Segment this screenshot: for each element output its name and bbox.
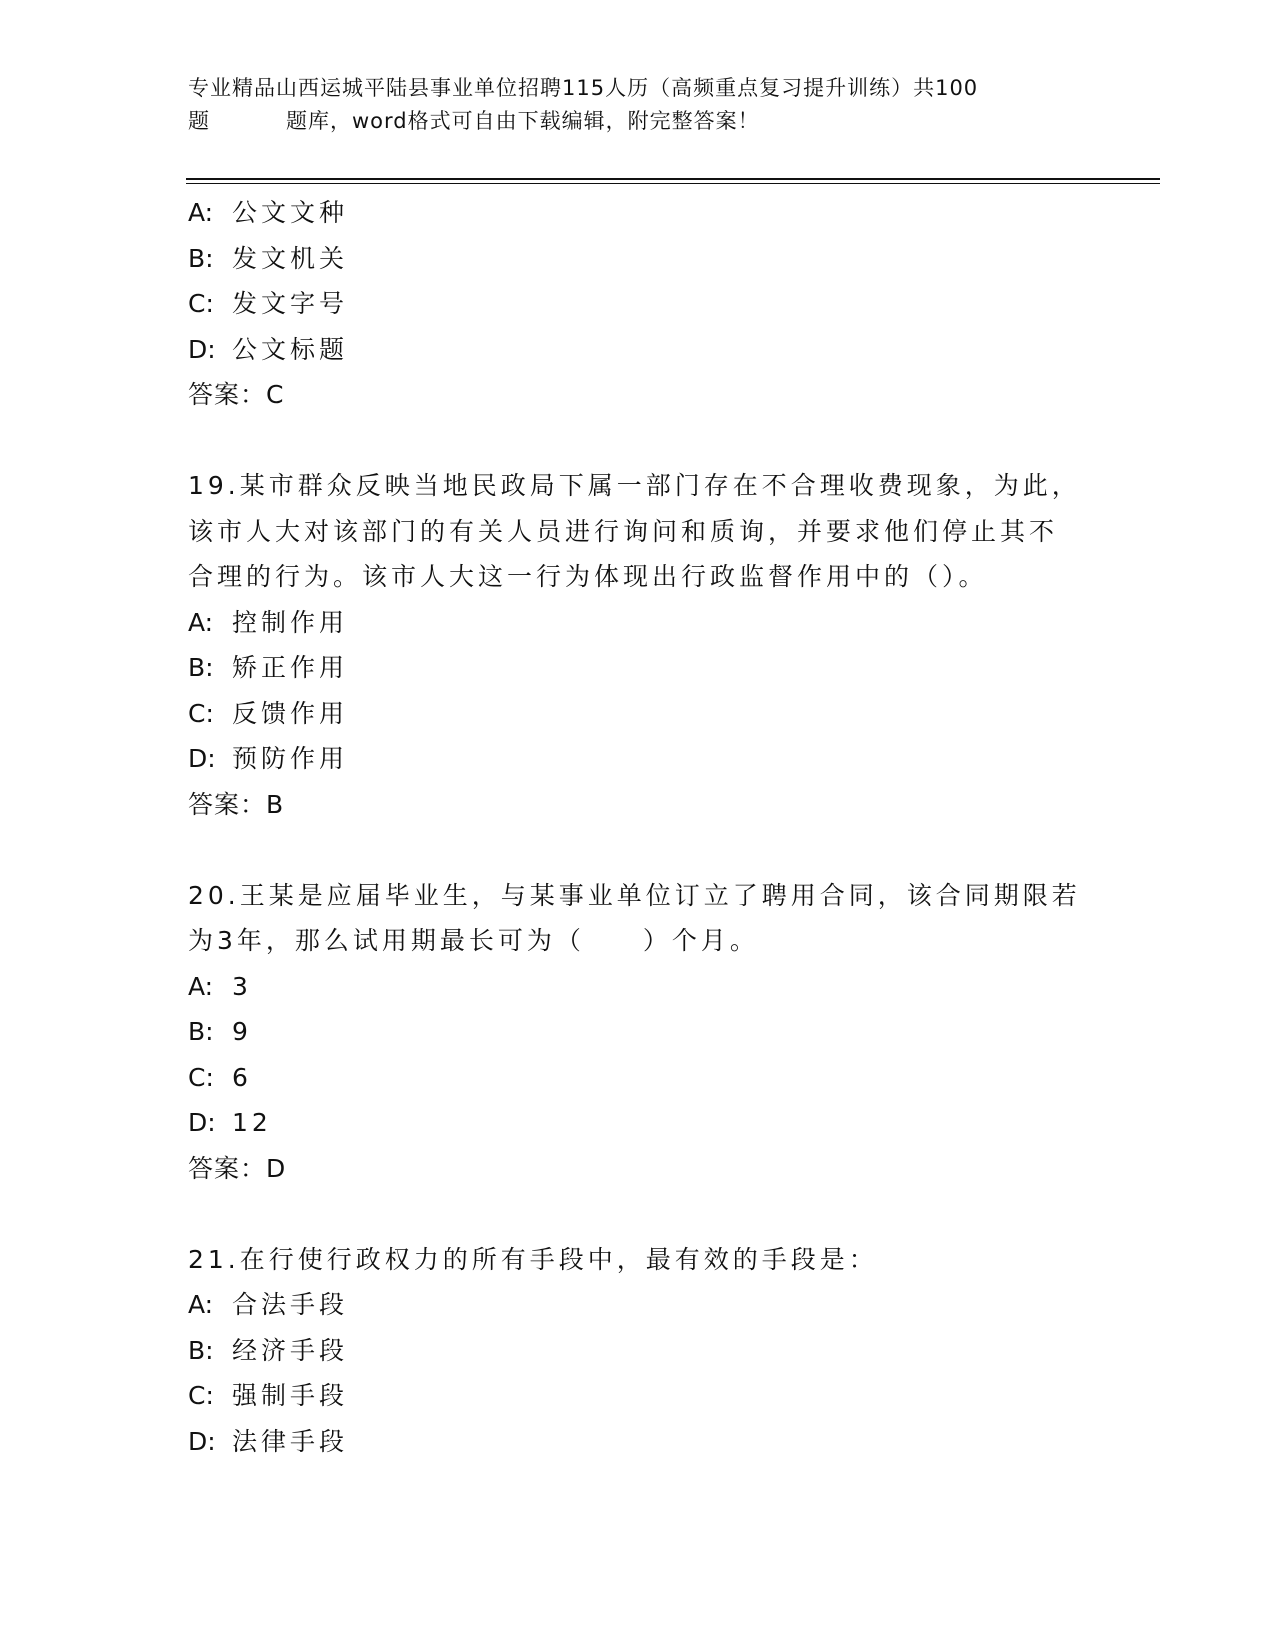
option-key: C: — [188, 1381, 214, 1410]
option-c — [188, 1055, 1088, 1101]
option-key: B: — [188, 653, 214, 682]
option-text: 6 — [232, 1062, 252, 1092]
question-text-line: 该市人大对该部门的有关人员进行询问和质询，并要求他们停止其不 — [188, 516, 1059, 546]
option-key: A: — [188, 607, 214, 637]
option-key: B: — [188, 1017, 214, 1046]
option-text: 法律手段 — [232, 1426, 349, 1456]
header-title-line1: 专业精品山西运城平陆县事业单位招聘115人历（高频重点复习提升训练）共100 — [188, 76, 979, 100]
option-a — [188, 1282, 1088, 1328]
option-d — [188, 1419, 1088, 1465]
question-text-line: 为3年，那么试用期最长可为（ ）个月。 — [188, 926, 759, 955]
option-a — [188, 964, 1088, 1010]
question-text-line: 21.在行使行政权力的所有手段中，最有效的手段是： — [188, 1244, 878, 1274]
question-text-line: 合理的行为。该市人大这一行为体现出行政监督作用中的（）。 — [188, 562, 988, 591]
option-key: B: — [188, 1335, 214, 1365]
option-text: 矫正作用 — [232, 653, 349, 682]
question-19 — [188, 463, 1088, 827]
option-text: 12 — [232, 1108, 272, 1137]
option-key: D: — [188, 1426, 216, 1456]
question-18 — [188, 190, 1088, 418]
option-c — [188, 1373, 1088, 1419]
option-text: 控制作用 — [232, 607, 349, 637]
header-divider-thin — [186, 183, 1160, 184]
answer-line: 答案：B — [188, 789, 285, 819]
option-key: D: — [188, 1108, 216, 1137]
option-key: D: — [188, 744, 216, 773]
option-key: B: — [188, 243, 214, 273]
question-text-line: 20.王某是应届毕业生，与某事业单位订立了聘用合同，该合同期限若 — [188, 880, 1081, 910]
option-b — [188, 645, 1088, 691]
option-text: 发文字号 — [232, 289, 349, 318]
option-key: C: — [188, 289, 214, 318]
option-key: C: — [188, 1062, 214, 1092]
option-a — [188, 600, 1088, 646]
option-c — [188, 281, 1088, 327]
option-text: 经济手段 — [232, 1335, 349, 1365]
option-text: 反馈作用 — [232, 698, 349, 728]
option-a — [188, 190, 1088, 236]
option-d — [188, 1100, 1088, 1146]
option-key: A: — [188, 198, 214, 227]
option-text: 3 — [232, 971, 252, 1001]
question-text-line: 19.某市群众反映当地民政局下属一部门存在不合理收费现象，为此， — [188, 471, 1081, 500]
option-text: 预防作用 — [232, 744, 349, 773]
page-header — [188, 72, 1088, 138]
option-key: C: — [188, 698, 214, 728]
answer-line: 答案：D — [188, 1153, 287, 1183]
option-key: A: — [188, 1290, 214, 1319]
header-divider-thick — [186, 178, 1160, 180]
option-b — [188, 236, 1088, 282]
header-title-line2-start: 题 — [188, 109, 210, 133]
question-content — [188, 190, 1088, 1464]
option-key: A: — [188, 971, 214, 1001]
option-b — [188, 1009, 1088, 1055]
header-title-line2 — [188, 105, 1088, 138]
option-text: 发文机关 — [232, 243, 349, 273]
option-c — [188, 691, 1088, 737]
header-title-line2-rest: 题库，word格式可自由下载编辑，附完整答案！ — [286, 109, 760, 133]
option-key: D: — [188, 334, 216, 364]
option-text: 公文文种 — [232, 198, 349, 227]
question-20 — [188, 873, 1088, 1192]
option-b — [188, 1328, 1088, 1374]
option-text: 9 — [232, 1017, 252, 1046]
option-text: 合法手段 — [232, 1290, 349, 1319]
option-text: 公文标题 — [232, 334, 349, 364]
option-d — [188, 327, 1088, 373]
option-text: 强制手段 — [232, 1381, 349, 1410]
option-d — [188, 736, 1088, 782]
question-21 — [188, 1237, 1088, 1465]
answer-line: 答案：C — [188, 380, 285, 409]
